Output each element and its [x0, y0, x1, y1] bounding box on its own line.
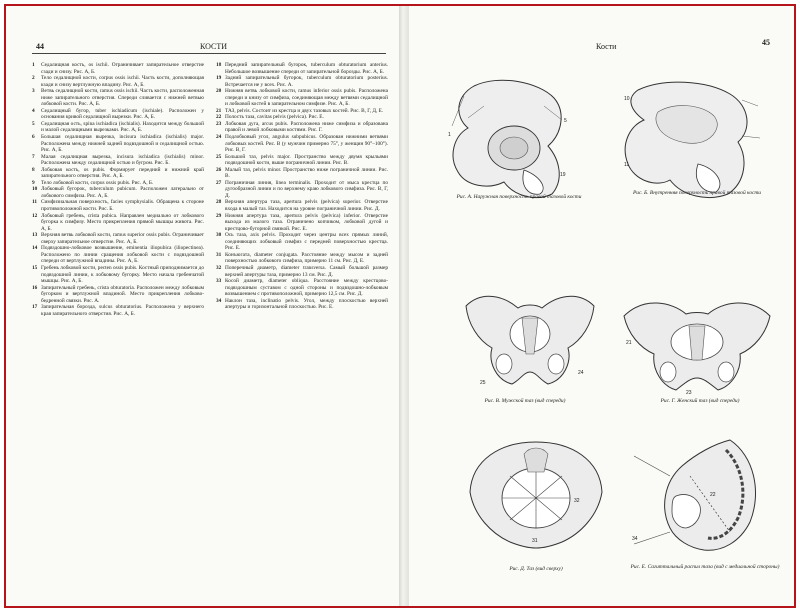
svg-text:10: 10	[624, 96, 630, 102]
glossary-entry	[32, 232, 204, 245]
figure-e-caption: Рис. Е. Сагиттальный распил таза (вид с медиальной стороны)	[630, 564, 780, 570]
figure-g-caption: Рис. Г. Женский таз (вид спереди)	[660, 398, 740, 404]
glossary-entry	[32, 134, 204, 154]
entry-number: 17	[32, 304, 38, 311]
entry-text: Подвздошно-лобковое возвышение, eminentia iliopubica (iliopectinea). Расположено по линии сращения лобковой кости с подвздошной спереди от вертлужной впадины. Рис. А, Б.	[41, 245, 204, 265]
svg-text:34: 34	[632, 536, 638, 542]
text-column-2	[216, 62, 388, 311]
entry-text: Косой диаметр, diameter obliqua. Расстояние между крестцово-подвздошным суставом с одной стороны и подвздошно-лобковым возвышением с противоположной, примерно 12,5 см. Рис. Д.	[225, 278, 388, 298]
entry-text: Седалищная ость, spina ischiadica (ischialis). Находится между большой и малой седалищными вырезками. Рис. А, Б.	[41, 120, 204, 134]
figure-v-caption: Рис. В. Мужской таз (вид спереди)	[484, 398, 566, 404]
entry-text: Тело седалищной кости, corpus ossis ischii. Часть кости, дополняющая кзади и снизу вертлужную впадину. Рис. А, Б.	[41, 75, 204, 88]
glossary-entry	[32, 304, 204, 317]
entry-text: Лобковая дуга, arcus pubis. Расположена ниже симфиза и образована правой и левой лобковыми костями. Рис. Г.	[225, 120, 388, 134]
glossary-entry	[216, 265, 388, 278]
entry-text: Ветвь седалищной кости, ramus ossis ischii. Часть кости, расположенная ниже запирательного отверстия. Спереди сливается с нижней ветвью лобковой кости. Рис. А, Б.	[41, 88, 204, 108]
glossary-entry	[32, 199, 204, 212]
entry-number: 22	[216, 114, 222, 121]
entry-text: Наклон таза, inclinatio pelvis. Угол, между плоскостью верхней апертуры и горизонтальной плоскостью. Рис. Е.	[225, 297, 388, 311]
book-gutter	[399, 6, 409, 606]
running-title: Кости	[596, 42, 617, 51]
svg-text:19: 19	[560, 172, 566, 178]
svg-text:23: 23	[686, 390, 692, 396]
entry-number: 11	[32, 199, 38, 206]
figure-g-female-pelvis	[622, 290, 772, 400]
figure-v-male-pelvis	[460, 284, 600, 394]
entry-number: 28	[216, 199, 222, 206]
entry-text: Нижняя апертура таза, apertura pelvis (pelvica) inferior. Отверстие выхода из малого таза. Ограничено копчиком, лобковой дугой и крестцово-бугорной связкой. Рис. Е.	[225, 212, 388, 232]
figure-d-pelvis-top	[466, 436, 606, 552]
entry-text: Пограничная линия, linea terminalis. Проходит от мыса крестца по дугообразной линии и по верхнему краю лобкового симфиза. Рис. В, Г, Д.	[225, 179, 388, 199]
glossary-entry	[216, 88, 388, 108]
entry-number: 14	[32, 245, 38, 252]
figure-a-caption: Рис. А. Наружная поверхность правой тазовой кости	[456, 194, 582, 200]
glossary-entry	[216, 199, 388, 212]
glossary-entry	[32, 75, 204, 88]
svg-text:1: 1	[448, 132, 451, 138]
glossary-entry	[216, 252, 388, 265]
glossary-entry	[216, 278, 388, 298]
entry-text: Лобковая кость, os pubis. Формирует передний и нижний край запирательного отверстия. Рис. А, Б.	[41, 166, 204, 180]
glossary-entry	[32, 285, 204, 305]
svg-text:21: 21	[626, 340, 632, 346]
entry-text: Верхняя ветвь лобковой кости, ramus superior ossis pubis. Ограничивает сверху запирательное отверстие. Рис. А, Б.	[41, 232, 204, 245]
glossary-entry	[32, 121, 204, 134]
svg-text:11: 11	[624, 162, 630, 168]
figure-b-caption: Рис. Б. Внутренняя поверхность правой тазовой кости	[632, 190, 762, 196]
entry-text: Симфизиальная поверхность, facies symphysialis. Обращена к стороне противоположной кости. Рис. Б.	[41, 199, 204, 213]
svg-text:32: 32	[574, 498, 580, 504]
entry-number: 16	[32, 284, 38, 291]
page-number: 44	[36, 42, 44, 51]
glossary-entry	[216, 298, 388, 311]
entry-text: Полость таза, cavitas pelvis (pelvica). Рис. Е.	[225, 114, 324, 121]
figure-d-caption: Рис. Д. Таз (вид сверху)	[509, 566, 563, 572]
entry-number: 30	[216, 232, 222, 239]
figure-e-sagittal-section	[630, 436, 770, 556]
glossary-entry	[216, 134, 388, 154]
entry-text: Поперечный диаметр, diameter transversa. Самый большой размер верхней апертуры таза, примерно 13 см. Рис. Д.	[225, 264, 388, 278]
entry-number: 26	[216, 166, 222, 173]
entry-text: Верхняя апертура таза, apertura pelvis (pelvica) superior. Отверстие входа в малый таз. Находится на уровне пограничной линии. Рис. Д.	[225, 199, 388, 213]
entry-text: Тело лобковой кости, corpus ossis pubis. Рис. А, Б.	[41, 179, 154, 186]
entry-number: 25	[216, 153, 222, 160]
glossary-entry	[32, 62, 204, 75]
entry-text: Запирательная борозда, sulcus obturatorius. Расположена у верхнего края запирательного отверстия. Рис. А, Б.	[41, 304, 204, 317]
entry-text: Нижняя ветвь лобковой кости, ramus inferior ossis pubis. Расположена спереди и книзу от симфиза, соединяющая между ветвями седалищной и лобковой костей в запирательном симфизе. Рис. А, Б.	[225, 88, 388, 108]
entry-number: 27	[216, 179, 222, 186]
entry-text: Большой таз, pelvis major. Пространство между двумя крыльями подвздошной кости, выше пограничной линии. Рис. В.	[225, 153, 388, 167]
glossary-entry	[32, 88, 204, 108]
header-rule	[32, 53, 386, 54]
svg-text:31: 31	[532, 538, 538, 544]
figure-b-hip-bone-inner	[618, 76, 768, 201]
glossary-entry	[32, 108, 204, 121]
entry-number: 31	[216, 251, 222, 258]
entry-number: 33	[216, 278, 222, 285]
svg-text:25: 25	[480, 380, 486, 386]
entry-number: 34	[216, 297, 222, 304]
svg-text:5: 5	[564, 118, 567, 124]
glossary-entry	[32, 167, 204, 180]
entry-text: Седалищный бугор, tuber ischiadicum (ischiale). Расположен у основания кривой седалищной вырезки. Рис. А, Б.	[41, 107, 204, 121]
entry-text: Запирательный гребень, crista obturatoria. Расположен между лобковым бугорком и вертлужной впадиной. Место прикрепления лобково-бедренной связки. Рис. А.	[41, 284, 204, 304]
glossary-entry	[216, 62, 388, 75]
entry-text: Седалищная кость, os ischii. Ограничивает запирательное отверстие сзади и снизу. Рис. А, Б.	[41, 62, 204, 75]
entry-text: Передний запирательный бугорок, tuberculum obturatorium anterius. Небольшое возвышение спереди от запирательной борозды. Рис. А, Б.	[225, 62, 388, 75]
entry-text: Лобковый бугорок, tuberculum pubicum. Расположен латерально от лобкового симфиза. Рис. А, Б.	[41, 186, 204, 199]
figure-a-hip-bone-outer	[444, 76, 592, 201]
page-number: 45	[762, 38, 770, 47]
glossary-entry	[32, 245, 204, 265]
svg-text:22: 22	[710, 492, 716, 498]
entry-text: Большая седалищная вырезка, incisura ischiadica (ischialis) major. Расположена между нижней задней подвздошной и седалищной остью. Рис. А, Б.	[41, 134, 204, 154]
entry-text: Конъюгата, diameter conjugata. Расстояние между мысом и задней поверхностью лобкового симфиза, примерно 11 см. Рис. Д, Е.	[225, 251, 388, 265]
glossary-entry	[216, 154, 388, 167]
entry-number: 4	[32, 107, 35, 114]
text-column-1	[32, 62, 204, 317]
entry-number: 7	[32, 153, 35, 160]
entry-number: 6	[32, 134, 35, 141]
glossary-entry	[216, 121, 388, 134]
entry-number: 24	[216, 134, 222, 141]
entry-number: 15	[32, 264, 38, 271]
glossary-entry	[216, 167, 388, 180]
glossary-entry	[216, 213, 388, 233]
entry-text: Лобковый гребень, crista pubica. Направлен медиально от лобкового бугорка к симфизу. Место прикрепления прямой мышцы живота. Рис. А, Б.	[41, 212, 204, 232]
entry-number: 23	[216, 120, 222, 127]
entry-number: 32	[216, 264, 222, 271]
entry-text: Ось таза, axis pelvis. Проходит через центры всех прямых линий, соединяющих лобковый симфиз с передней поверхностью крестца. Рис. Е.	[225, 232, 388, 252]
entry-text: Малый таз, pelvis minor. Пространство ниже пограничной линии. Рис. В.	[225, 166, 388, 180]
entry-number: 8	[32, 166, 35, 173]
entry-number: 13	[32, 232, 38, 239]
entry-number: 29	[216, 212, 222, 219]
entry-number: 10	[32, 186, 38, 193]
glossary-entry	[32, 154, 204, 167]
entry-number: 18	[216, 62, 222, 68]
glossary-entry	[32, 265, 204, 285]
running-title: КОСТИ	[200, 42, 228, 51]
svg-text:24: 24	[578, 370, 584, 376]
left-page	[10, 6, 398, 606]
right-page	[410, 6, 790, 606]
entry-number: 3	[32, 88, 35, 95]
entry-text: Гребень лобковой кости, pecten ossis pubis. Костный приподнимается до подвздошной линии, к лобковому бугорку. Место начала гребенчатой мышцы. Рис. А, Б.	[41, 264, 204, 285]
entry-text: ТАЗ, pelvis. Состоит из крестца и двух тазовых костей. Рис. В, Г, Д, Е.	[225, 107, 384, 114]
entry-number: 12	[32, 212, 38, 219]
entry-number: 21	[216, 107, 222, 114]
entry-text: Задний запирательный бугорок, tuberculum obturatorium posterius. Встречается не у всех. Рис. А.	[225, 75, 388, 88]
glossary-entry	[216, 232, 388, 252]
glossary-entry	[216, 75, 388, 88]
entry-number: 19	[216, 75, 222, 82]
glossary-entry	[32, 186, 204, 199]
entry-text: Малая седалищная вырезка, incisura ischiadica (ischialis) minor. Расположена между седалищной остью и бугром. Рис. Б.	[41, 153, 204, 167]
entry-number: 20	[216, 88, 222, 95]
glossary-entry	[216, 180, 388, 200]
entry-number: 2	[32, 75, 35, 82]
glossary-entry	[32, 213, 204, 233]
entry-number: 5	[32, 120, 35, 127]
entry-number: 9	[32, 179, 35, 186]
entry-number: 1	[32, 62, 35, 68]
entry-text: Подлобковый угол, angulus subpubicus. Образован нижними ветвями лобковых костей. Рис. В (у мужчин примерно 75°, у женщин 90°–100°). Рис. В, Г.	[225, 134, 388, 154]
